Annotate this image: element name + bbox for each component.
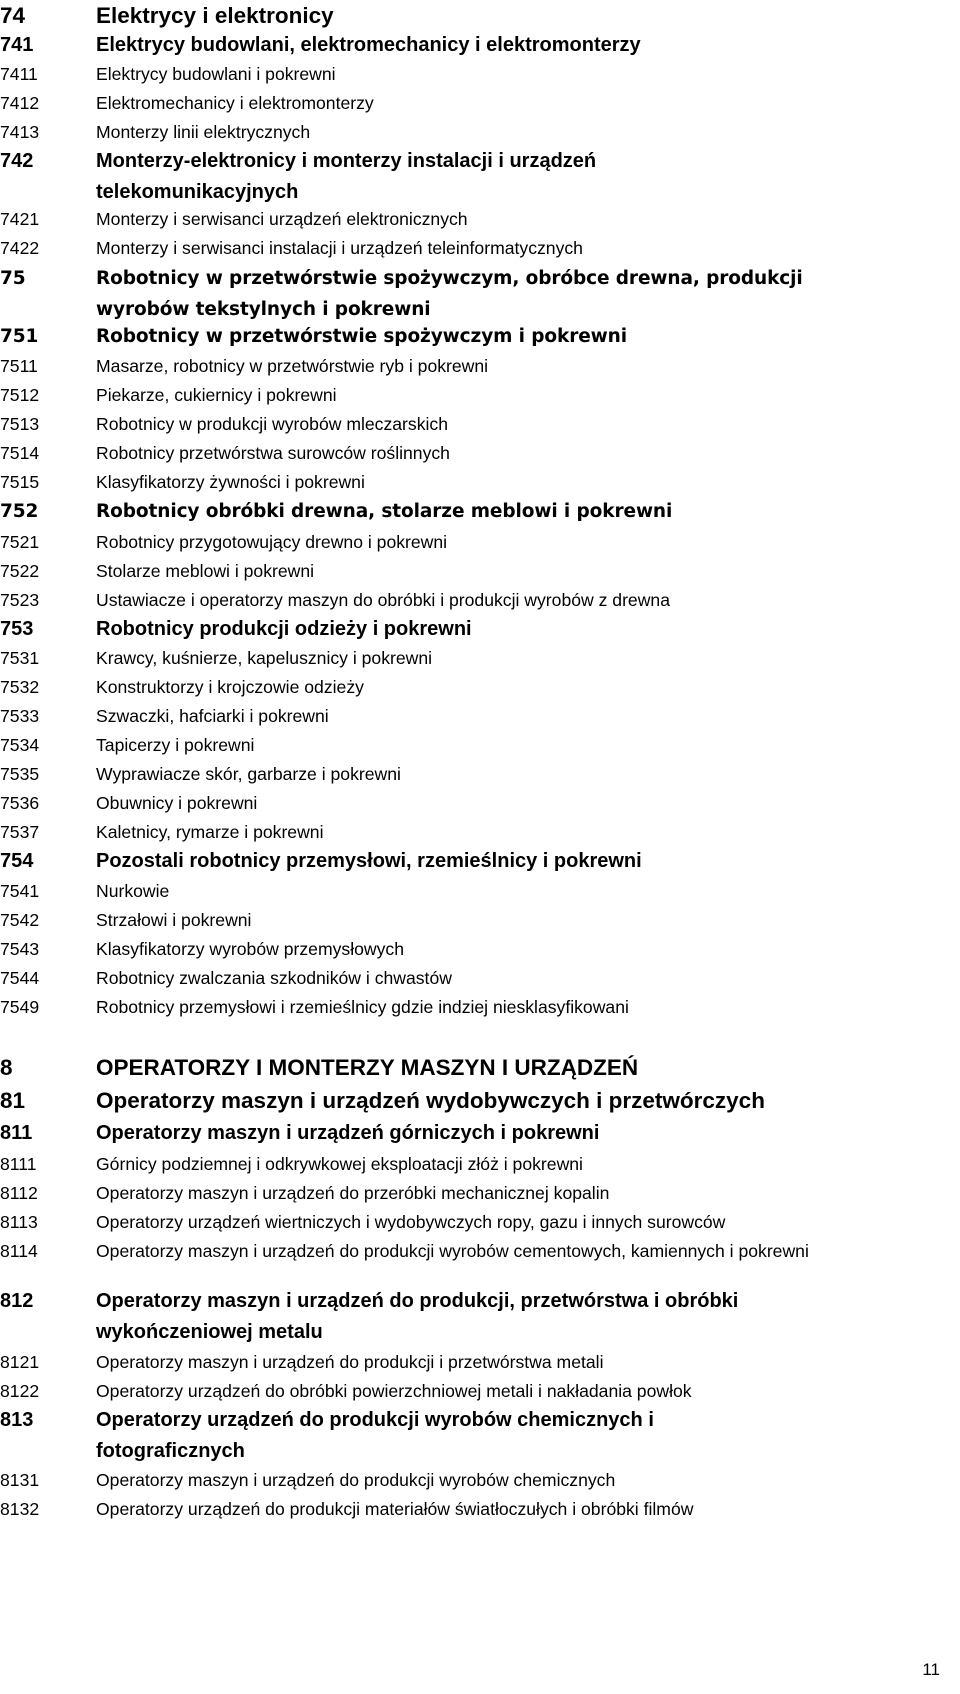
entry-title: Operatorzy maszyn i urządzeń do produkcji wyrobów cementowych, kamiennych i pokrewni bbox=[96, 1241, 809, 1261]
entry-code: 7534 bbox=[0, 735, 40, 755]
entry-title: Operatorzy maszyn i urządzeń górniczych i pokrewni bbox=[96, 1122, 600, 1144]
entry-code: 7413 bbox=[0, 122, 40, 142]
entry-code: 8111 bbox=[0, 1154, 37, 1174]
entry-code: 8131 bbox=[0, 1470, 40, 1490]
entry-code: 7515 bbox=[0, 472, 40, 492]
entry-code: 7535 bbox=[0, 764, 40, 784]
entry-title: Monterzy i serwisanci instalacji i urządzeń teleinformatycznych bbox=[96, 238, 583, 258]
entry-title: Operatorzy maszyn i urządzeń do produkcji i przetwórstwa metali bbox=[96, 1352, 604, 1372]
entry-title: Stolarze meblowi i pokrewni bbox=[96, 561, 315, 581]
entry-title: Operatorzy maszyn i urządzeń do produkcji wyrobów chemicznych bbox=[96, 1470, 616, 1490]
entry-title: Kaletnicy, rymarze i pokrewni bbox=[96, 822, 324, 842]
entry-title: Nurkowie bbox=[96, 881, 170, 901]
entry-title: Operatorzy urządzeń do obróbki powierzchniowej metali i nakładania powłok bbox=[96, 1381, 692, 1401]
entry-code: 8112 bbox=[0, 1183, 38, 1203]
entry-code: 75 bbox=[0, 268, 26, 289]
entry-title: Tapicerzy i pokrewni bbox=[96, 735, 255, 755]
entry-title: Wyprawiacze skór, garbarze i pokrewni bbox=[96, 764, 401, 784]
entry-code: 7532 bbox=[0, 677, 40, 697]
entry-code: 7521 bbox=[0, 532, 40, 552]
entry-code: 751 bbox=[0, 326, 39, 347]
page-number: 11 bbox=[922, 1660, 940, 1679]
entry-code: 7422 bbox=[0, 238, 40, 258]
entry-code: 7542 bbox=[0, 910, 40, 930]
entry-title: Elektrycy budowlani i pokrewni bbox=[96, 64, 336, 84]
entry-code: 7412 bbox=[0, 93, 40, 113]
entry-title: Operatorzy maszyn i urządzeń do przeróbki mechanicznej kopalin bbox=[96, 1183, 610, 1203]
entry-code: 7549 bbox=[0, 997, 40, 1017]
entry-title: Robotnicy w przetwórstwie spożywczym i pokrewni bbox=[96, 326, 627, 347]
entry-code: 7421 bbox=[0, 209, 40, 229]
entry-code: 7533 bbox=[0, 706, 40, 726]
entry-code: 81 bbox=[0, 1088, 26, 1113]
entry-code: 7522 bbox=[0, 561, 40, 581]
entry-code: 811 bbox=[0, 1122, 33, 1144]
entry-code: 7513 bbox=[0, 414, 40, 434]
entry-code: 8122 bbox=[0, 1381, 40, 1401]
entry-title: OPERATORZY I MONTERZY MASZYN I URZĄDZEŃ bbox=[96, 1055, 639, 1080]
entry-code: 7514 bbox=[0, 443, 40, 463]
entry-code: 753 bbox=[0, 618, 34, 640]
entry-title: Masarze, robotnicy w przetwórstwie ryb i pokrewni bbox=[96, 356, 489, 376]
entry-code: 813 bbox=[0, 1409, 34, 1431]
entry-code: 7541 bbox=[0, 881, 40, 901]
entry-title: Operatorzy maszyn i urządzeń do produkcji, przetwórstwa i obróbki wykończeniowej metalu bbox=[96, 1290, 739, 1343]
entry-title: Elektrycy budowlani, elektromechanicy i elektromonterzy bbox=[96, 34, 641, 56]
entry-code: 754 bbox=[0, 850, 34, 872]
entry-title: Robotnicy w produkcji wyrobów mleczarskich bbox=[96, 414, 448, 434]
entry-title: Obuwnicy i pokrewni bbox=[96, 793, 258, 813]
entry-code: 7511 bbox=[0, 356, 38, 376]
entry-title: Konstruktorzy i krojczowie odzieży bbox=[96, 677, 364, 697]
entry-code: 8114 bbox=[0, 1241, 38, 1261]
entry-title: Górnicy podziemnej i odkrywkowej eksploatacji złóż i pokrewni bbox=[96, 1154, 583, 1174]
entry-code: 742 bbox=[0, 150, 34, 172]
entry-title: Strzałowi i pokrewni bbox=[96, 910, 252, 930]
entry-code: 7544 bbox=[0, 968, 40, 988]
entry-code: 7411 bbox=[0, 64, 38, 84]
entry-code: 7543 bbox=[0, 939, 40, 959]
entry-title: Operatorzy urządzeń wiertniczych i wydobywczych ropy, gazu i innych surowców bbox=[96, 1212, 726, 1232]
entry-title: Operatorzy urządzeń do produkcji wyrobów chemicznych i fotograficznych bbox=[96, 1409, 654, 1462]
entry-code: 8 bbox=[0, 1055, 13, 1080]
entry-title: Elektrycy i elektronicy bbox=[96, 3, 334, 28]
entry-code: 7512 bbox=[0, 385, 40, 405]
entry-code: 741 bbox=[0, 34, 34, 56]
entry-title: Robotnicy obróbki drewna, stolarze meblowi i pokrewni bbox=[96, 501, 673, 522]
entry-title: Klasyfikatorzy żywności i pokrewni bbox=[96, 472, 365, 492]
entry-code: 7523 bbox=[0, 590, 40, 610]
entry-code: 8132 bbox=[0, 1499, 40, 1519]
entry-title: Elektromechanicy i elektromonterzy bbox=[96, 93, 374, 113]
entry-title: Operatorzy maszyn i urządzeń wydobywczych i przetwórczych bbox=[96, 1088, 765, 1113]
entry-title: Robotnicy zwalczania szkodników i chwastów bbox=[96, 968, 452, 988]
entry-code: 7537 bbox=[0, 822, 40, 842]
entry-title: Robotnicy przetwórstwa surowców roślinnych bbox=[96, 443, 450, 463]
entry-title: Piekarze, cukiernicy i pokrewni bbox=[96, 385, 337, 405]
entry-code: 7536 bbox=[0, 793, 40, 813]
entry-title: Szwaczki, hafciarki i pokrewni bbox=[96, 706, 329, 726]
entry-code: 74 bbox=[0, 3, 26, 28]
entry-title: Robotnicy przygotowujący drewno i pokrewni bbox=[96, 532, 448, 552]
entry-title: Klasyfikatorzy wyrobów przemysłowych bbox=[96, 939, 404, 959]
entry-title: Operatorzy urządzeń do produkcji materiałów światłoczułych i obróbki filmów bbox=[96, 1499, 694, 1519]
entry-code: 7531 bbox=[0, 648, 40, 668]
entry-code: 8121 bbox=[0, 1352, 40, 1372]
entry-code: 752 bbox=[0, 501, 39, 522]
entry-title: Monterzy-elektronicy i monterzy instalacji i urządzeń telekomunikacyjnych bbox=[96, 150, 597, 203]
entry-title: Monterzy linii elektrycznych bbox=[96, 122, 311, 142]
entry-title: Krawcy, kuśnierze, kapelusznicy i pokrewni bbox=[96, 648, 433, 668]
entry-title: Robotnicy w przetwórstwie spożywczym, obróbce drewna, produkcji wyrobów tekstylnych i pokrewni bbox=[96, 268, 803, 320]
entry-title: Monterzy i serwisanci urządzeń elektronicznych bbox=[96, 209, 468, 229]
entry-code: 8113 bbox=[0, 1212, 38, 1232]
entry-title: Pozostali robotnicy przemysłowi, rzemieślnicy i pokrewni bbox=[96, 850, 642, 872]
entry-title: Ustawiacze i operatorzy maszyn do obróbki i produkcji wyrobów z drewna bbox=[96, 590, 670, 610]
entry-title: Robotnicy produkcji odzieży i pokrewni bbox=[96, 618, 472, 640]
entry-title: Robotnicy przemysłowi i rzemieślnicy gdzie indziej niesklasyfikowani bbox=[96, 997, 629, 1017]
entry-code: 812 bbox=[0, 1290, 34, 1312]
